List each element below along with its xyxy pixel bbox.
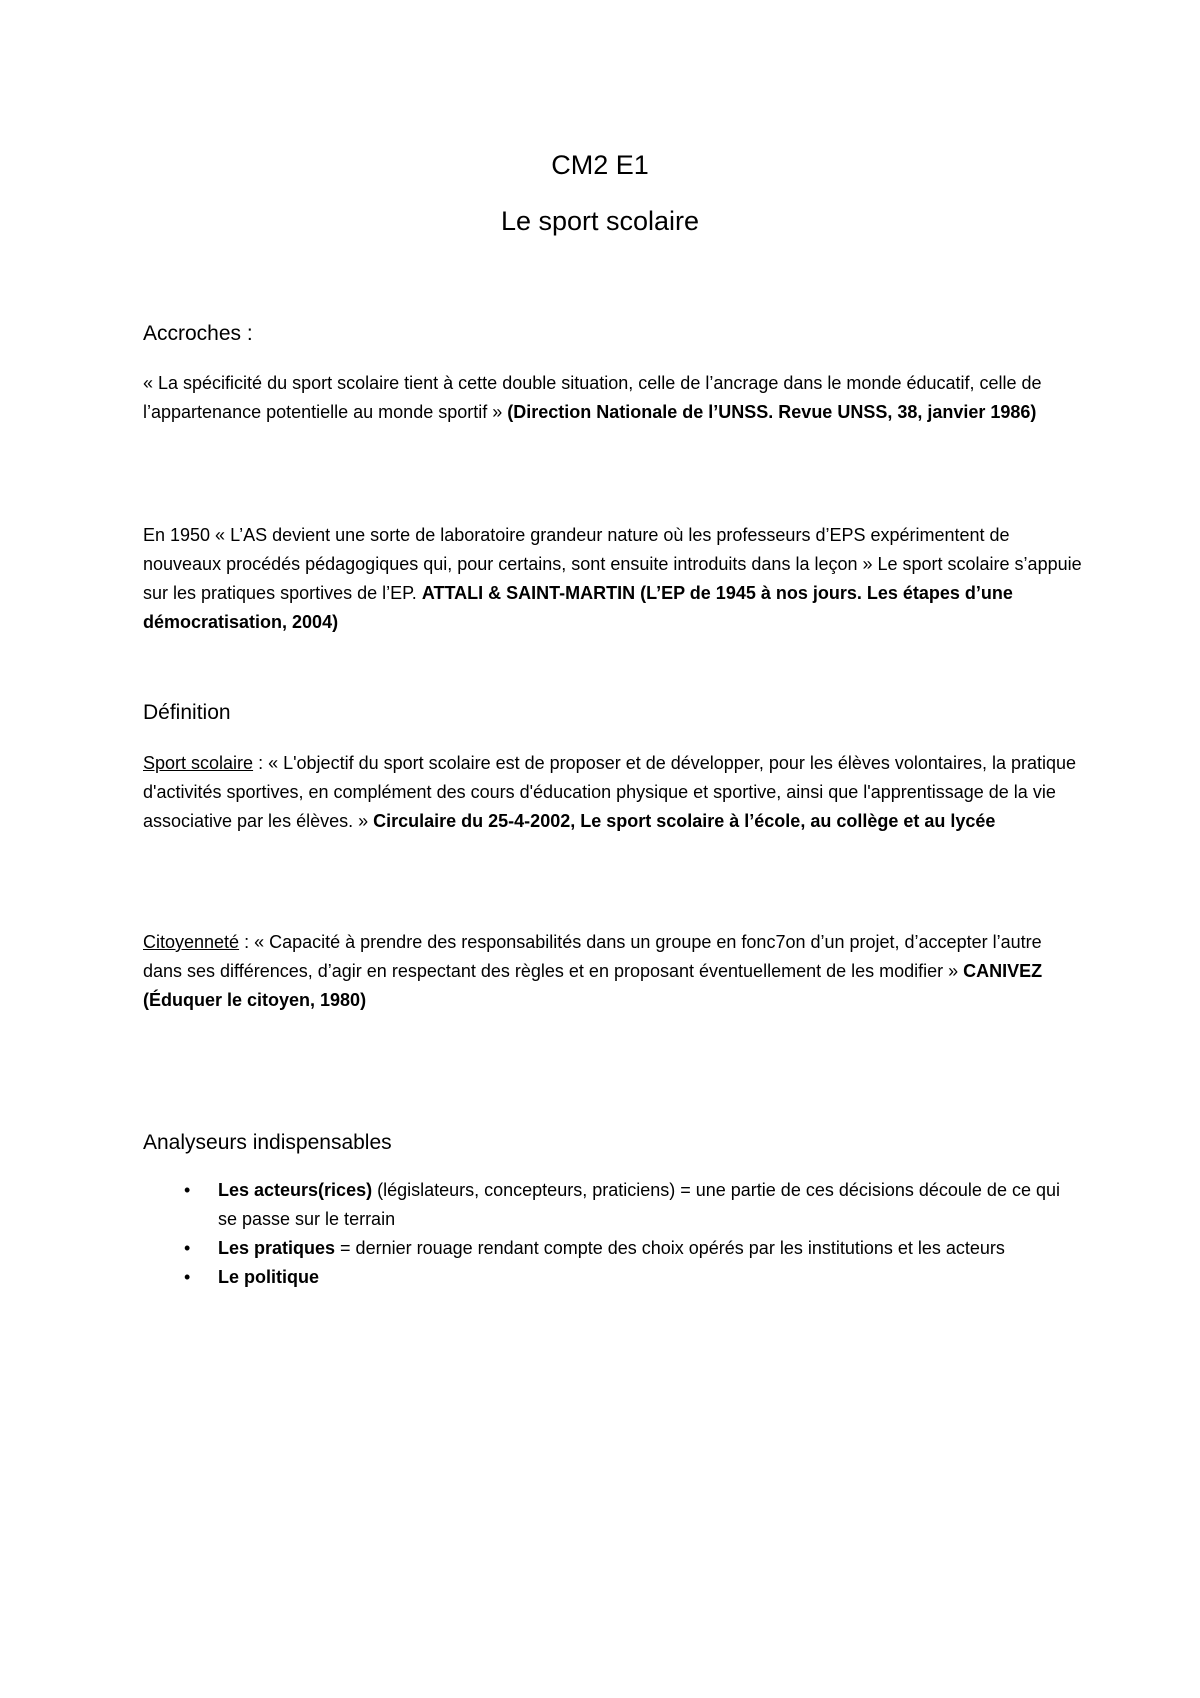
section-heading-accroches: Accroches : (143, 322, 253, 345)
definition-term: Sport scolaire (143, 753, 254, 773)
bullet-icon: • (184, 1267, 191, 1287)
section-heading-analyseurs: Analyseurs indispensables (143, 1131, 392, 1154)
quote-source: (Direction Nationale de l’UNSS. Revue UNSS, 38, janvier 1986) (507, 402, 1037, 422)
definition-text: « Capacité à prendre des responsabilités dans un groupe en fonc7on d’un projet, d’accepter l’autre dans ses différences, d’agir en respectant des règles et en proposant éventuellement de les modifier » (143, 932, 1042, 981)
definition-paragraph (143, 749, 1083, 836)
quote-paragraph (143, 521, 1083, 637)
definition-separator: : (239, 932, 255, 952)
definition-source: Circulaire du 25-4-2002, Le sport scolaire à l’école, au collège et au lycée (373, 811, 996, 831)
list-item (143, 1234, 1083, 1263)
list-item-bold: Le politique (218, 1267, 319, 1287)
definition-paragraph (143, 928, 1083, 1015)
definition-text: « L'objectif du sport scolaire est de proposer et de développer, pour les élèves volontaires, la pratique d'activités sportives, en complément des cours d'éducation physique et sportive, ainsi que l'apprentissage de la vie associative par les élèves. » (143, 753, 1077, 831)
list-item-text: = dernier rouage rendant compte des choix opérés par les institutions et les acteurs (335, 1238, 1005, 1258)
list-item-bold: Les acteurs(rices) (218, 1180, 373, 1200)
bullet-icon: • (184, 1180, 191, 1200)
definition-term: Citoyenneté (143, 932, 240, 952)
document-title: CM2 E1 (551, 150, 649, 180)
list-item-bold: Les pratiques (218, 1238, 336, 1258)
list-item-text: (législateurs, concepteurs, praticiens) = une partie de ces décisions découle de ce qui se passe sur le terrain (218, 1180, 1060, 1229)
document-subtitle: Le sport scolaire (500, 206, 700, 236)
analyseurs-list (143, 1176, 1083, 1292)
section-heading-definition: Définition (143, 701, 231, 724)
quote-text: En 1950 « L’AS devient une sorte de laboratoire grandeur nature où les professeurs d’EPS expérimentent de nouveaux procédés pédagogiques qui, pour certains, sont ensuite introduits dans la leçon » Le sport scolaire s’appuie sur les pratiques sportives de l’EP. (143, 525, 1082, 603)
quote-paragraph (143, 369, 1083, 427)
quote-source: ATTALI & SAINT-MARTIN (L’EP de 1945 à nos jours. Les étapes d’une démocratisation, 2004) (143, 583, 1013, 632)
list-item (143, 1263, 1083, 1292)
list-item (143, 1176, 1083, 1234)
quote-text: « La spécificité du sport scolaire tient à cette double situation, celle de l’ancrage dans le monde éducatif, celle de l’appartenance potentielle au monde sportif » (143, 373, 1042, 422)
bullet-icon: • (184, 1238, 191, 1258)
definition-source: CANIVEZ (Éduquer le citoyen, 1980) (143, 961, 1043, 1010)
definition-separator: : (253, 753, 269, 773)
